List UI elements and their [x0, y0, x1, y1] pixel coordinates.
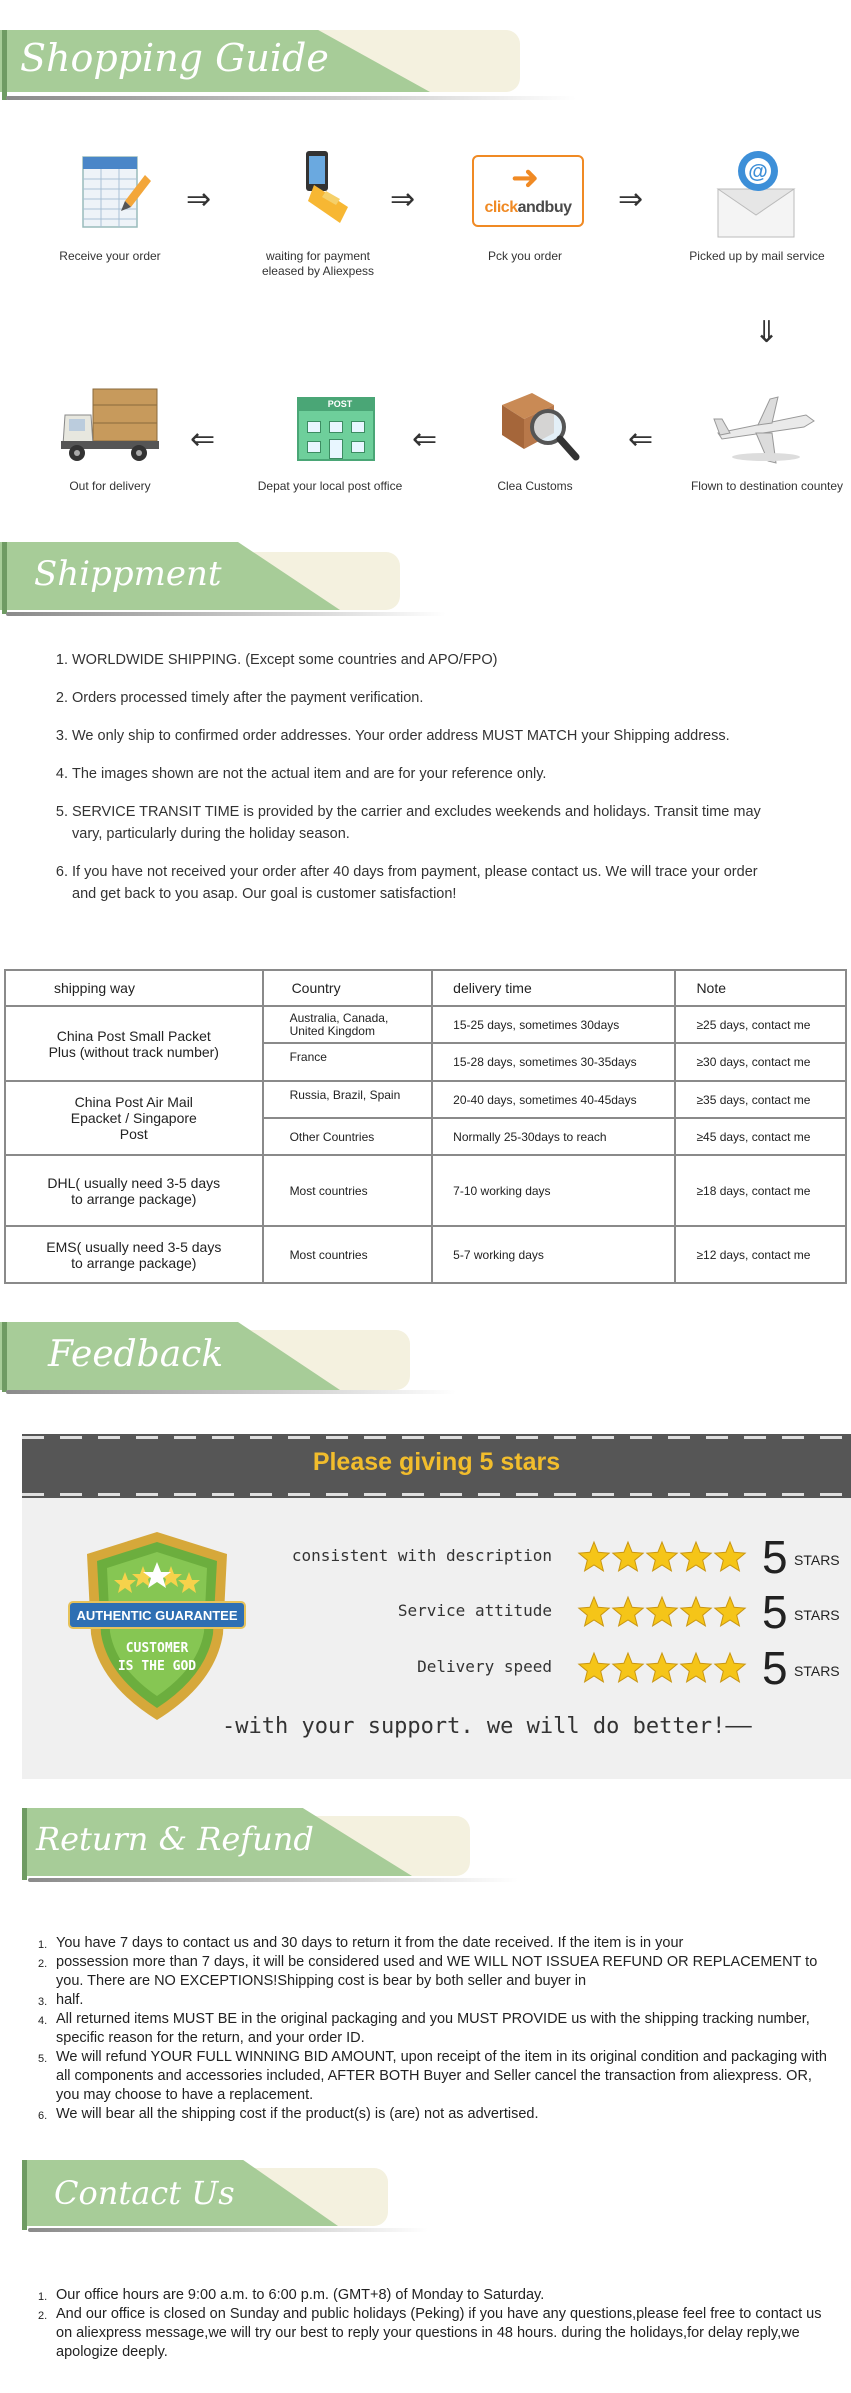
- guide-step-label: Receive your order: [59, 249, 161, 263]
- svg-text:@: @: [748, 161, 768, 183]
- logo-text-andbuy: andbuy: [517, 199, 572, 216]
- note-cell: ≥18 days, contact me: [675, 1155, 846, 1226]
- star-icon: [579, 1653, 609, 1682]
- rating-score: 5: [762, 1642, 788, 1694]
- star-icon: [681, 1653, 711, 1682]
- badge-top-text: AUTHENTIC GUARANTEE: [76, 1608, 238, 1623]
- guide-step-out-for-delivery: [25, 375, 195, 494]
- shippment-item: 6. If you have not received your order after 40 days from payment, please contact us. We will trace your order and get back to you asap. Our goal is customer satisfaction!: [72, 861, 772, 905]
- section-title-return-refund: Return & Refund: [36, 1820, 314, 1858]
- guide-step-mail-service: [672, 145, 842, 264]
- star-icon: [715, 1597, 745, 1626]
- star-icon: [681, 1597, 711, 1626]
- post-office-icon: [275, 375, 385, 475]
- rating-score: 5: [762, 1531, 788, 1583]
- shipping-way-cell: China Post Small Packet Plus (without track number): [5, 1006, 263, 1081]
- column-header: Note: [675, 970, 846, 1006]
- badge-bottom-text-2: IS THE GOD: [117, 1659, 197, 1674]
- star-icon: [579, 1597, 609, 1626]
- note-cell: ≥45 days, contact me: [675, 1118, 846, 1155]
- right-arrow-icon: ⇒: [186, 182, 212, 217]
- table-row: [5, 1006, 846, 1043]
- guide-step-label: Flown to destination countey: [690, 479, 844, 493]
- list-number: 6.: [38, 2110, 48, 2122]
- rating-row-description: [182, 1531, 842, 1583]
- guide-step-label: Picked up by mail service: [689, 249, 825, 263]
- left-arrow-icon: ⇐: [190, 422, 216, 457]
- guide-step-label: Depat your local post office: [257, 479, 403, 493]
- guide-step-label: Pck you order: [487, 249, 563, 263]
- guide-step-pack-order: [440, 145, 610, 264]
- logo-text-click: click: [484, 199, 518, 216]
- list-text: All returned items MUST BE in the original packaging and you MUST PROVIDE us with the shipping tracking number, specific reason for the return, and your order ID.: [56, 2011, 810, 2046]
- country-cell: Russia, Brazil, Spain: [263, 1081, 433, 1118]
- table-row: [5, 1226, 846, 1283]
- feedback-panel: [22, 1434, 851, 1779]
- right-arrow-icon: ⇒: [390, 182, 416, 217]
- table-row: [5, 1081, 846, 1118]
- five-star-rating: [577, 1651, 747, 1687]
- country-cell: Most countries: [263, 1155, 433, 1226]
- list-text: And our office is closed on Sunday and public holidays (Peking) if you have any questions,please feel free to contact us on aliexpress message,we will try our best to reply your questions in 48 hours. during the holidays,for delay reply,we apologize deeply.: [56, 2306, 822, 2360]
- star-icon: [715, 1542, 745, 1571]
- delivery-time-cell: 7-10 working days: [432, 1155, 675, 1226]
- shippment-list: [72, 649, 772, 921]
- section-title-shippment: Shippment: [34, 554, 222, 594]
- note-cell: ≥25 days, contact me: [675, 1006, 846, 1043]
- order-form-icon: [55, 145, 165, 245]
- clickandbuy-logo: ➜ clickandbuy: [470, 145, 580, 245]
- star-icon: [579, 1542, 609, 1571]
- list-item: [38, 2048, 838, 2105]
- shippment-item: 1. WORLDWIDE SHIPPING. (Except some countries and APO/FPO): [72, 649, 772, 671]
- list-item: [38, 2286, 838, 2305]
- mail-envelope-icon: [702, 145, 812, 245]
- list-item: [38, 1991, 838, 2010]
- country-cell: Australia, Canada, United Kingdom: [263, 1006, 433, 1043]
- list-number: 5.: [38, 2053, 48, 2065]
- list-item: [38, 1934, 838, 1953]
- note-cell: ≥35 days, contact me: [675, 1081, 846, 1118]
- list-item: [38, 1953, 838, 1991]
- star-icon: [647, 1542, 677, 1571]
- list-text: You have 7 days to contact us and 30 days to return it from the date received. If the item is in your: [56, 1935, 684, 1951]
- shipping-way-cell: DHL( usually need 3-5 days to arrange package): [5, 1155, 263, 1226]
- list-text: We will refund YOUR FULL WINNING BID AMOUNT, upon receipt of the item in its original condition and packaging with all components and accessories included, AFTER BOTH Buyer and Seller cancel the transaction from aliexpress. OR, you may choose to have a replacement.: [56, 2049, 827, 2103]
- column-header: delivery time: [432, 970, 675, 1006]
- guide-step-waiting-payment: [240, 145, 410, 279]
- phone-payment-icon: [270, 145, 380, 245]
- five-star-rating: [577, 1540, 747, 1576]
- shippment-item: 4. The images shown are not the actual item and are for your reference only.: [72, 763, 772, 785]
- rating-label: consistent with description: [291, 1546, 552, 1565]
- star-icon: [715, 1653, 745, 1682]
- guide-step-clear-customs: [450, 375, 620, 494]
- return-refund-list: [38, 1934, 838, 2124]
- guide-step-label: Clea Customs: [497, 479, 573, 493]
- note-cell: ≥30 days, contact me: [675, 1043, 846, 1081]
- list-number: 4.: [38, 2015, 48, 2027]
- list-item: [38, 2010, 838, 2048]
- down-arrow-icon: ⇓: [754, 315, 780, 350]
- star-icon: [613, 1597, 643, 1626]
- rating-unit: STARS: [794, 1663, 840, 1679]
- post-sign: POST: [299, 397, 373, 411]
- delivery-time-cell: 5-7 working days: [432, 1226, 675, 1283]
- table-row: [5, 1155, 846, 1226]
- country-cell: Other Countries: [263, 1118, 433, 1155]
- feedback-headline: Please giving 5 stars: [312, 1448, 561, 1476]
- shipping-table: [4, 969, 847, 1284]
- section-title-feedback: Feedback: [48, 1334, 224, 1375]
- list-number: 3.: [38, 1996, 48, 2008]
- left-arrow-icon: ⇐: [628, 422, 654, 457]
- rating-row-delivery: [182, 1642, 842, 1694]
- shipping-way-cell: China Post Air Mail Epacket / Singapore Post: [5, 1081, 263, 1155]
- star-icon: [647, 1653, 677, 1682]
- list-number: 2.: [38, 2310, 48, 2322]
- package-magnifier-icon: [480, 375, 590, 475]
- list-item: [38, 2105, 838, 2124]
- rating-label: Service attitude: [397, 1601, 552, 1620]
- contact-list: [38, 2286, 838, 2362]
- delivery-truck-icon: [55, 375, 165, 475]
- airplane-icon: [710, 375, 820, 475]
- list-text: We will bear all the shipping cost if the product(s) is (are) not as advertised.: [56, 2106, 539, 2122]
- rating-unit: STARS: [794, 1552, 840, 1568]
- left-arrow-icon: ⇐: [412, 422, 438, 457]
- delivery-time-cell: 15-28 days, sometimes 30-35days: [432, 1043, 675, 1081]
- shippment-item: 2. Orders processed timely after the payment verification.: [72, 687, 772, 709]
- country-cell: Most countries: [263, 1226, 433, 1283]
- delivery-time-cell: 20-40 days, sometimes 40-45days: [432, 1081, 675, 1118]
- list-number: 1.: [38, 2291, 48, 2303]
- country-cell: France: [263, 1043, 433, 1081]
- guide-step-label: Out for delivery: [69, 479, 151, 493]
- guide-step-label: waiting for payment eleased by Aliexpess: [261, 249, 375, 278]
- column-header: Country: [263, 970, 433, 1006]
- guide-step-local-post-office: [245, 375, 415, 494]
- guide-step-flown-destination: [680, 375, 850, 494]
- note-cell: ≥12 days, contact me: [675, 1226, 846, 1283]
- shippment-item: 5. SERVICE TRANSIT TIME is provided by the carrier and excludes weekends and holidays. Transit time may vary, particularly during the holiday season.: [72, 801, 772, 845]
- guide-step-receive-order: [25, 145, 195, 264]
- list-text: possession more than 7 days, it will be considered used and WE WILL NOT ISSUEA REFUND OR REPLACEMENT to you. There are NO EXCEPTIONS!Shipping cost is bear by both seller and buyer in: [56, 1954, 818, 1989]
- delivery-time-cell: Normally 25-30days to reach: [432, 1118, 675, 1155]
- list-text: Our office hours are 9:00 a.m. to 6:00 p.m. (GMT+8) of Monday to Saturday.: [56, 2287, 545, 2303]
- rating-row-service: [182, 1586, 842, 1638]
- shippment-item: 3. We only ship to confirmed order addresses. Your order address MUST MATCH your Shipping address.: [72, 725, 772, 747]
- section-title-shopping-guide: Shopping Guide: [20, 36, 329, 80]
- rating-label: Delivery speed: [417, 1657, 552, 1676]
- table-header-row: [5, 970, 846, 1006]
- shipping-way-cell: EMS( usually need 3-5 days to arrange package): [5, 1226, 263, 1283]
- list-number: 2.: [38, 1958, 48, 1970]
- rating-unit: STARS: [794, 1607, 840, 1623]
- section-title-contact-us: Contact Us: [54, 2174, 235, 2212]
- star-icon: [647, 1597, 677, 1626]
- list-item: [38, 2305, 838, 2362]
- star-icon: [613, 1542, 643, 1571]
- star-icon: [681, 1542, 711, 1571]
- list-text: half.: [56, 1992, 84, 2008]
- column-header: shipping way: [5, 970, 263, 1006]
- right-arrow-icon: ⇒: [618, 182, 644, 217]
- star-icon: [613, 1653, 643, 1682]
- feedback-footer-text: -with your support. we will do better!——: [222, 1714, 752, 1739]
- rating-score: 5: [762, 1586, 788, 1638]
- list-number: 1.: [38, 1939, 48, 1951]
- five-star-rating: [577, 1595, 747, 1631]
- delivery-time-cell: 15-25 days, sometimes 30days: [432, 1006, 675, 1043]
- badge-bottom-text-1: CUSTOMER: [125, 1641, 189, 1656]
